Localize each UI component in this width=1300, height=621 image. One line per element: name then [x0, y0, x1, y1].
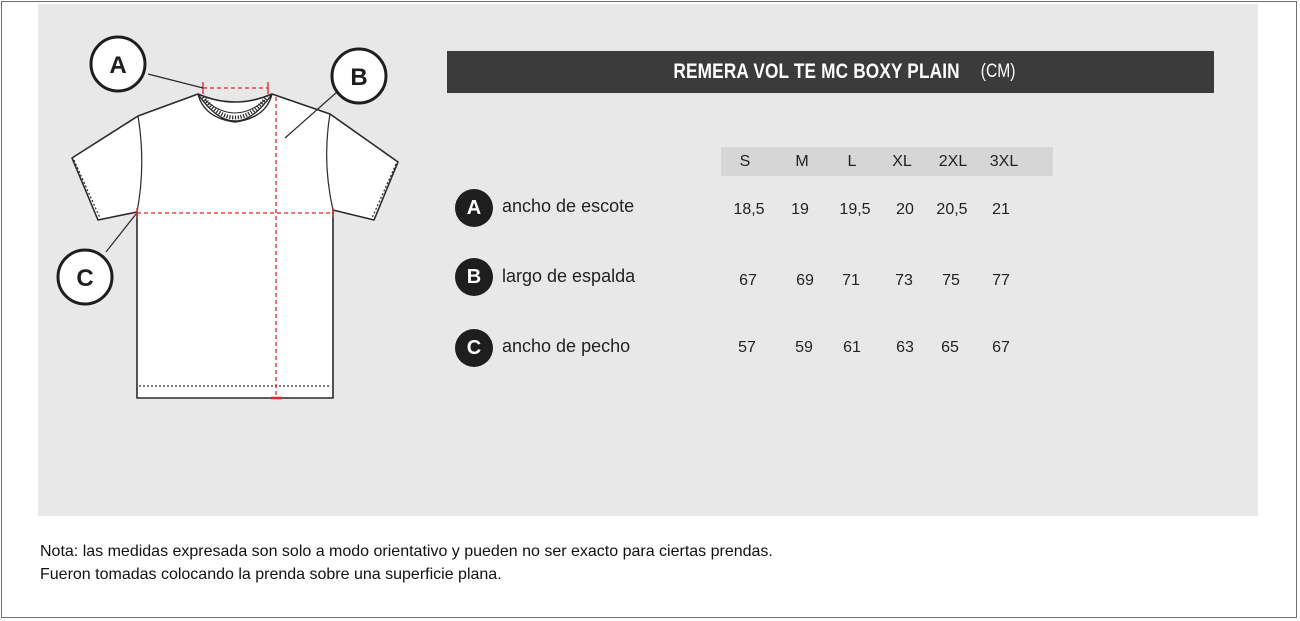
- cell-a-m: 19: [791, 201, 809, 218]
- cell-b-xl: 73: [895, 272, 913, 289]
- cell-b-m: 69: [796, 272, 814, 289]
- callout-a: [91, 37, 145, 91]
- cell-c-m: 59: [795, 339, 813, 356]
- size-label-l: L: [847, 153, 857, 170]
- cell-c-xl: 63: [896, 339, 914, 356]
- tshirt-outline: [72, 94, 398, 398]
- row-label-ancho-de-pecho: ancho de pecho: [502, 336, 631, 356]
- cell-a-xl: 20: [896, 201, 914, 218]
- size-label-xl: XL: [892, 153, 912, 170]
- measurement-note: [40, 540, 773, 586]
- cell-c-3xl: 67: [992, 339, 1010, 356]
- size-label-s: S: [739, 153, 751, 170]
- callout-b-label: B: [350, 64, 368, 91]
- cell-c-2xl: 65: [941, 339, 959, 356]
- chart-title: REMERA VOL TE MC BOXY PLAIN: [673, 60, 960, 83]
- row-badge-a: A: [455, 189, 493, 227]
- row-label-ancho-de-escote: ancho de escote: [502, 196, 635, 216]
- cell-b-l: 71: [842, 272, 860, 289]
- note-line-2: Fueron tomadas colocando la prenda sobre una superficie plana.: [40, 566, 502, 583]
- cell-b-3xl: 77: [992, 272, 1010, 289]
- cell-a-l: 19,5: [839, 201, 871, 218]
- size-label-m: M: [795, 153, 809, 170]
- callout-c-label: C: [76, 265, 94, 292]
- callout-c: [58, 250, 112, 304]
- cell-c-s: 57: [738, 339, 756, 356]
- size-label-3xl: 3XL: [989, 153, 1019, 170]
- cell-c-l: 61: [843, 339, 861, 356]
- row-label-largo-de-espalda: largo de espalda: [502, 266, 636, 286]
- row-badge-b: B: [455, 258, 493, 296]
- callout-a-label: A: [109, 52, 127, 79]
- size-label-2xl: 2XL: [938, 153, 968, 170]
- row-badge-c: C: [455, 329, 493, 367]
- chart-title-bar: [447, 51, 1214, 93]
- cell-b-s: 67: [739, 272, 757, 289]
- cell-a-s: 18,5: [733, 201, 765, 218]
- chart-title-unit: (CM): [980, 61, 1016, 82]
- cell-a-2xl: 20,5: [936, 201, 968, 218]
- callout-b: [332, 49, 386, 103]
- cell-a-3xl: 21: [992, 201, 1010, 218]
- cell-b-2xl: 75: [942, 272, 960, 289]
- note-line-1: Nota: las medidas expresada son solo a modo orientativo y pueden no ser exacto para ciertas prendas.: [40, 543, 773, 560]
